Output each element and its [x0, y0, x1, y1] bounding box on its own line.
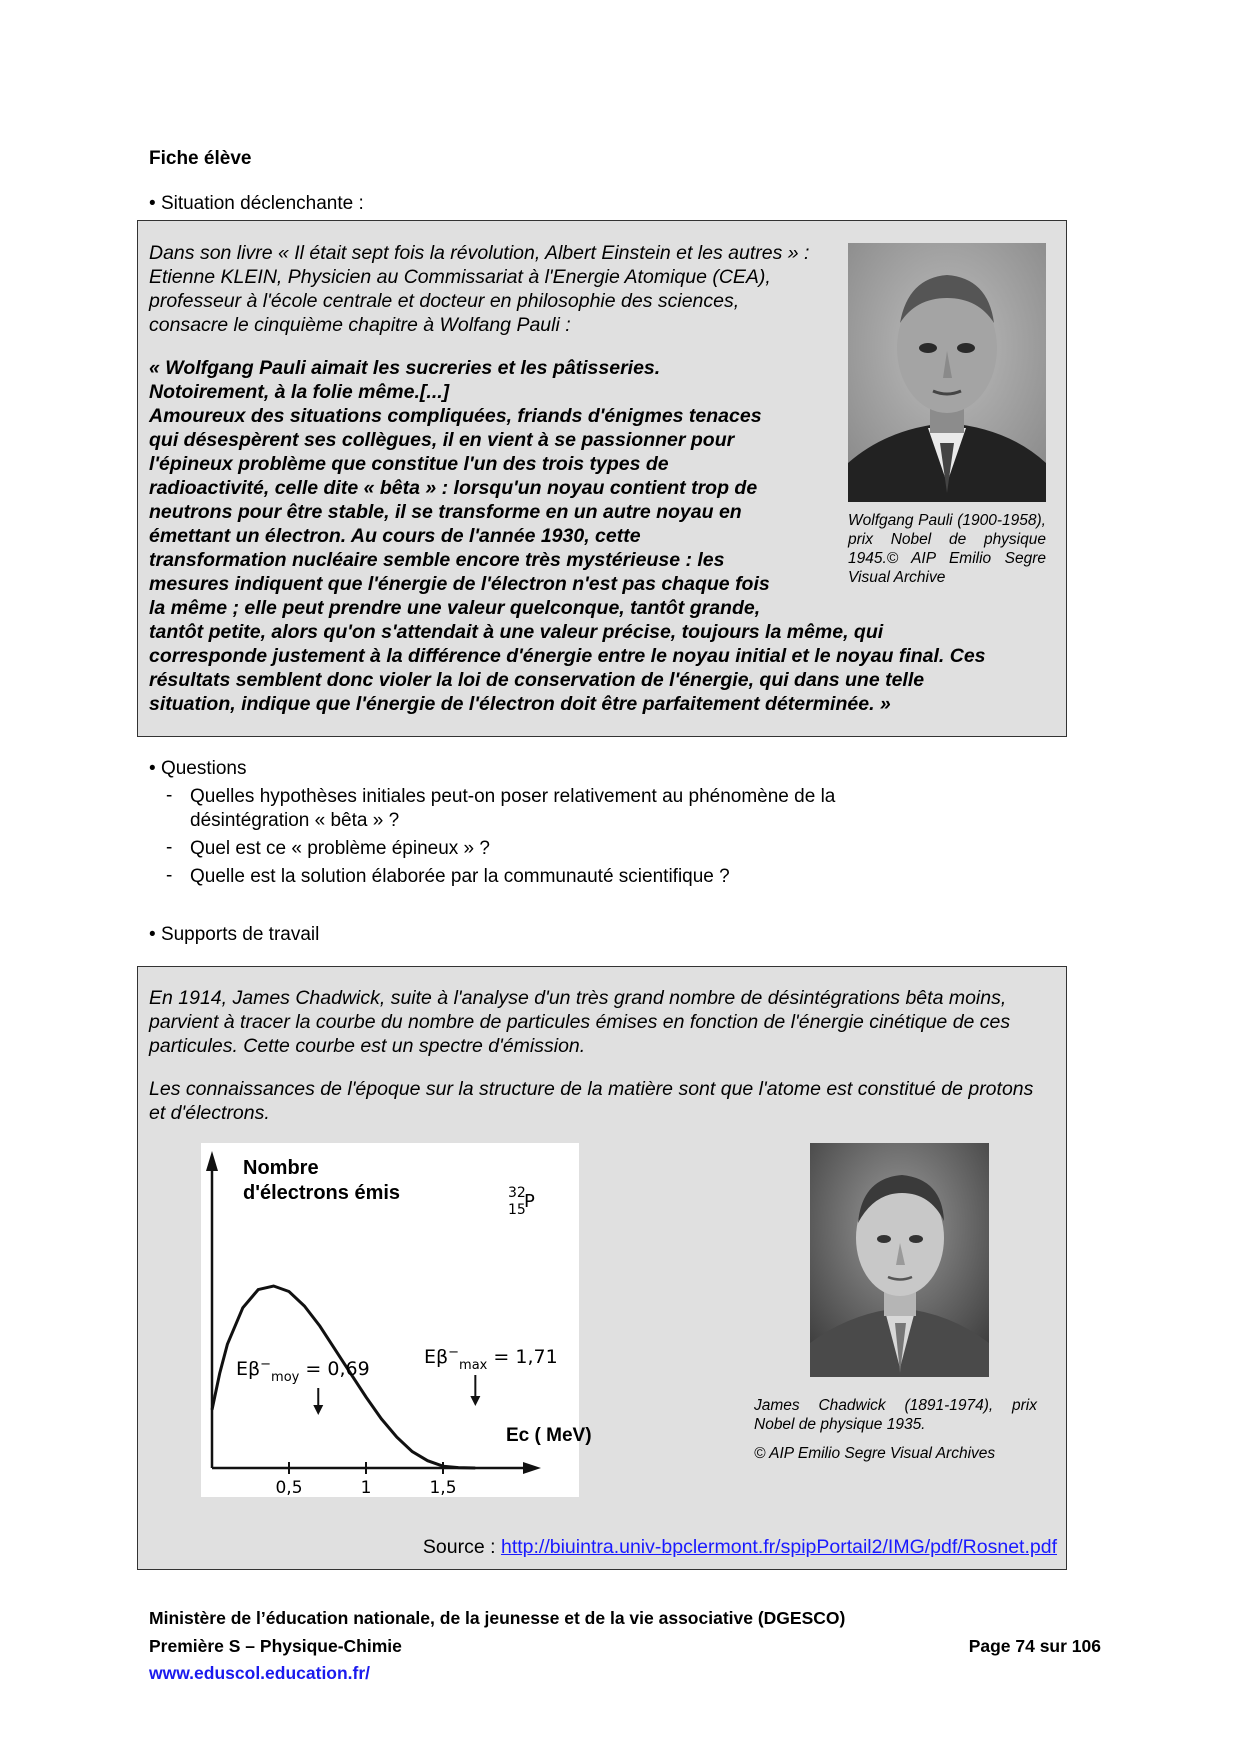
isotope-mass-number: 32 — [508, 1185, 526, 1201]
question-item: Quelle est la solution élaborée par la communauté scientifique ? — [190, 866, 730, 887]
quote-line: radioactivité, celle dite « bêta » : lorsqu'un noyau contient trop de — [149, 477, 758, 499]
source-label: Source : — [422, 1536, 501, 1558]
situation-heading — [149, 193, 364, 215]
pauli-caption: Wolfgang Pauli (1900-1958), prix Nobel de physique 1945.© AIP Emilio Segre Visual Archive — [848, 512, 1046, 586]
pauli-photo — [848, 243, 1046, 502]
quote-line: transformation nucléaire semble encore très mystérieuse : les — [149, 549, 725, 571]
x-tick-label: 1,5 — [429, 1478, 457, 1498]
page-title: Fiche élève — [149, 148, 252, 169]
dash-icon: - — [166, 837, 173, 858]
quote-line: la même ; elle peut prendre une valeur quelconque, tantôt grande, — [149, 597, 761, 619]
footer-course: Première S – Physique-Chimie — [149, 1636, 402, 1656]
supports-heading — [149, 924, 319, 946]
situation-label: Situation déclenchante : — [160, 193, 364, 214]
bullet-icon: • — [149, 924, 156, 945]
x-axis-label: Ec ( MeV) — [506, 1425, 592, 1446]
mean-energy-label: $E\beta^-_{moy} = 0,69$ — [236, 1357, 370, 1385]
questions-label: Questions — [160, 758, 247, 779]
max-energy-label: $E\beta^-_{max} = 1,71$ — [424, 1345, 558, 1373]
chadwick-credit: © AIP Emilio Segre Visual Archives — [754, 1445, 996, 1462]
question-item: Quel est ce « problème épineux » ? — [190, 838, 490, 859]
source-link[interactable]: http://biuintra.univ-bpclermont.fr/spipPortail2/IMG/pdf/Rosnet.pdf — [500, 1536, 1057, 1558]
bullet-icon: • — [149, 758, 156, 779]
footer-website-link[interactable]: www.eduscol.education.fr/ — [149, 1663, 371, 1683]
dash-icon: - — [166, 865, 173, 886]
supports-label: Supports de travail — [160, 924, 320, 945]
y-axis-label-line1: Nombre — [243, 1157, 319, 1179]
quote-line: neutrons pour être stable, il se transforme en un autre noyau en — [149, 501, 742, 523]
supports-paragraph-1: En 1914, James Chadwick, suite à l'analyse d'un très grand nombre de désintégrations bêta moins, parvient à tracer la courbe du nombre de particules émises en fonction de l'énergie cinétique de ces particules. Cette courbe est un spectre d'émission. — [149, 987, 1011, 1057]
isotope-atomic-number: 15 — [508, 1202, 526, 1218]
quote-line: l'épineux problème que constitue l'un des trois types de — [149, 453, 669, 475]
isotope-symbol: P — [524, 1191, 535, 1212]
bullet-icon: • — [149, 193, 156, 214]
quote-line: « Wolfgang Pauli aimait les sucreries et les pâtisseries. — [149, 357, 661, 379]
dash-icon: - — [166, 785, 173, 806]
pauli-portrait-image — [848, 243, 1046, 502]
quote-line: tantôt petite, alors qu'on s'attendait à une valeur précise, toujours la même, qui — [149, 621, 884, 643]
footer-ministry: Ministère de l’éducation nationale, de la jeunesse et de la vie associative (DGESCO) — [149, 1608, 846, 1628]
quote-line: situation, indique que l'énergie de l'électron doit être parfaitement déterminée. » — [149, 693, 891, 715]
questions-heading — [149, 758, 246, 780]
quote-line: Amoureux des situations compliquées, friands d'énigmes tenaces — [149, 405, 762, 427]
quote-line: mesures indiquent que l'énergie de l'électron n'est pas chaque fois — [149, 573, 770, 595]
x-tick-label: 1 — [360, 1478, 372, 1498]
chadwick-portrait-image — [810, 1143, 989, 1377]
y-axis-label-line2: d'électrons émis — [243, 1182, 401, 1204]
situation-intro: Dans son livre « Il était sept fois la révolution, Albert Einstein et les autres » : Etienne KLEIN, Physicien au Commissariat à l'Energie Atomique (CEA), professeur à l'école centrale et docteur en philosophie des sciences, consacre le cinquième chapitre à Wolfang Pauli : — [149, 242, 810, 336]
quote-line: corresponde justement à la différence d'énergie entre le noyau initial et le noyau final. Ces — [149, 645, 986, 667]
supports-paragraph-2: Les connaissances de l'époque sur la structure de la matière sont que l'atome est constitué de protons et d'électrons. — [149, 1078, 1034, 1124]
chadwick-caption: James Chadwick (1891-1974), prix Nobel de physique 1935. — [754, 1397, 1037, 1433]
quote-line: résultats semblent donc violer la loi de conservation de l'énergie, qui dans une telle — [149, 669, 925, 691]
quote-line: émettant un électron. Au cours de l'année 1930, cette — [149, 525, 641, 547]
chadwick-photo — [810, 1143, 989, 1377]
quote-line: Notoirement, à la folie même.[...] — [149, 381, 450, 403]
quote-line: qui désespèrent ses collègues, il en vient à se passionner pour — [149, 429, 735, 451]
question-item: Quelles hypothèses initiales peut-on poser relativement au phénomène de la désintégration « bêta » ? — [190, 786, 836, 831]
beta-spectrum-chart — [201, 1143, 592, 1498]
source-line — [423, 1536, 1057, 1559]
footer-page-number: Page 74 sur 106 — [968, 1636, 1101, 1656]
x-tick-label: 0,5 — [275, 1478, 303, 1498]
